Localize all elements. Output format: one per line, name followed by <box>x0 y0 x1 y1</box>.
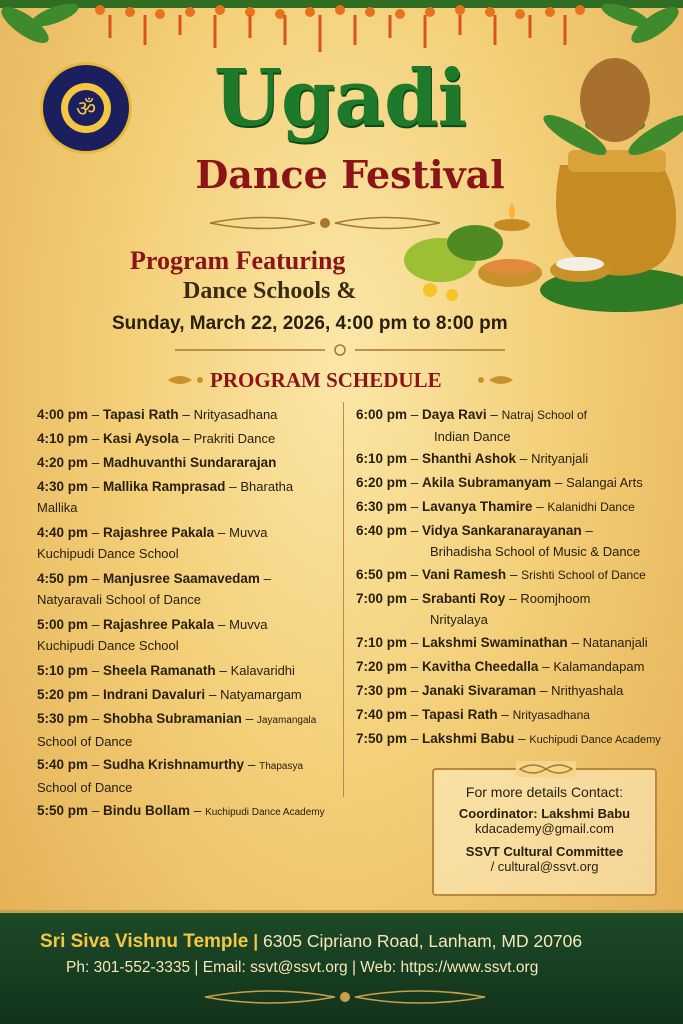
schedule-item: 5:00 pm – Rajashree Pakala – Muvva Kuchipudi Dance School <box>37 617 268 653</box>
schedule-item: 4:00 pm – Tapasi Rath – Nrityasadhana <box>37 407 278 422</box>
footer-separator: | <box>253 931 259 951</box>
schedule-item: 4:10 pm – Kasi Aysola – Prakriti Dance <box>37 431 276 446</box>
schedule-title: PROGRAM SCHEDULE <box>210 368 442 392</box>
column-separator <box>343 402 344 797</box>
schedule-item: 6:20 pm – Akila Subramanyam – Salangai Arts <box>356 475 643 490</box>
schedule-item: 7:00 pm – Srabanti Roy – Roomjhoom Nrityalaya <box>356 591 591 627</box>
footer-address-line <box>40 931 582 953</box>
footer-temple-name: Sri Siva Vishnu Temple <box>40 931 249 952</box>
schedule-item: 6:40 pm – Vidya Sankaranarayanan – Brihadisha School of Music & Dance <box>356 523 641 559</box>
schedule-left-column <box>37 404 337 824</box>
schedule-item: 6:10 pm – Shanthi Ashok – Nrityanjali <box>356 451 589 466</box>
flourish-left-icon <box>166 372 206 388</box>
schedule-item: 5:10 pm – Sheela Ramanath – Kalavaridhi <box>37 663 295 678</box>
event-date: Sunday, March 22, 2026, 4:00 pm to 8:00 pm <box>112 313 508 334</box>
schedule-right-column <box>356 404 681 752</box>
temple-logo <box>40 62 132 154</box>
schedule-item: 4:50 pm – Manjusree Saamavedam – Natyaravali School of Dance <box>37 571 272 607</box>
schedule-item: 7:10 pm – Lakshmi Swaminathan – Natananjali <box>356 635 648 650</box>
ornament-divider <box>175 343 505 357</box>
dance-schools-text: Dance Schools & <box>183 278 357 304</box>
program-featuring-text: Program Featuring <box>130 246 346 275</box>
schedule-item: 6:00 pm – Daya Ravi – Natraj School of Indian Dance <box>356 407 587 444</box>
flourish-right-icon <box>475 372 515 388</box>
flourish-icon <box>516 761 576 777</box>
schedule-item: 4:30 pm – Mallika Ramprasad – Bharatha Mallika <box>37 479 294 515</box>
footer-address: 6305 Cipriano Road, Lanham, MD 20706 <box>263 931 583 951</box>
committee-name: SSVT Cultural Committee <box>465 844 624 859</box>
schedule-item: 5:30 pm – Shobha Subramanian – Jayamangala School of Dance <box>37 711 317 749</box>
festival-subtitle: Dance Festival <box>195 152 505 197</box>
contact-box <box>432 768 657 896</box>
footer-contact-line: Ph: 301-552-3335 | Email: ssvt@ssvt.org | Web: https://www.ssvt.org <box>66 959 539 976</box>
oil-lamp-icon <box>494 203 530 231</box>
coordinator-name: Coordinator: Lakshmi Babu <box>458 806 631 821</box>
schedule-item: 6:30 pm – Lavanya Thamire – Kalanidhi Dance <box>356 499 635 514</box>
schedule-item: 6:50 pm – Vani Ramesh – Srishti School of Dance <box>356 567 646 582</box>
schedule-item: 5:20 pm – Indrani Davaluri – Natyamargam <box>37 687 302 702</box>
schedule-item: 4:20 pm – Madhuvanthi Sundararajan <box>37 455 277 470</box>
ornament-divider <box>200 985 490 1009</box>
schedule-item: 7:40 pm – Tapasi Rath – Nrityasadhana <box>356 707 590 722</box>
schedule-item: 7:50 pm – Lakshmi Babu – Kuchipudi Dance Academy <box>356 731 661 746</box>
om-symbol-icon: ॐ <box>75 97 97 122</box>
festival-title: Ugadi <box>213 53 467 144</box>
coordinator-email[interactable]: kdacademy@gmail.com <box>475 821 614 836</box>
schedule-item: 5:50 pm – Bindu Bollam – Kuchipudi Dance Academy <box>37 803 325 818</box>
committee-email[interactable]: / cultural@ssvt.org <box>490 859 599 874</box>
contact-heading: For more details Contact: <box>465 784 624 800</box>
ornament-divider <box>205 212 445 234</box>
schedule-item: 7:30 pm – Janaki Sivaraman – Nrithyashala <box>356 683 624 698</box>
schedule-item: 5:40 pm – Sudha Krishnamurthy – Thapasya School of Dance <box>37 757 304 795</box>
schedule-item: 4:40 pm – Rajashree Pakala – Muvva Kuchipudi Dance School <box>37 525 268 561</box>
schedule-item: 7:20 pm – Kavitha Cheedalla – Kalamandapam <box>356 659 645 674</box>
footer <box>0 910 683 1024</box>
marigold-garland-icon <box>0 0 683 60</box>
